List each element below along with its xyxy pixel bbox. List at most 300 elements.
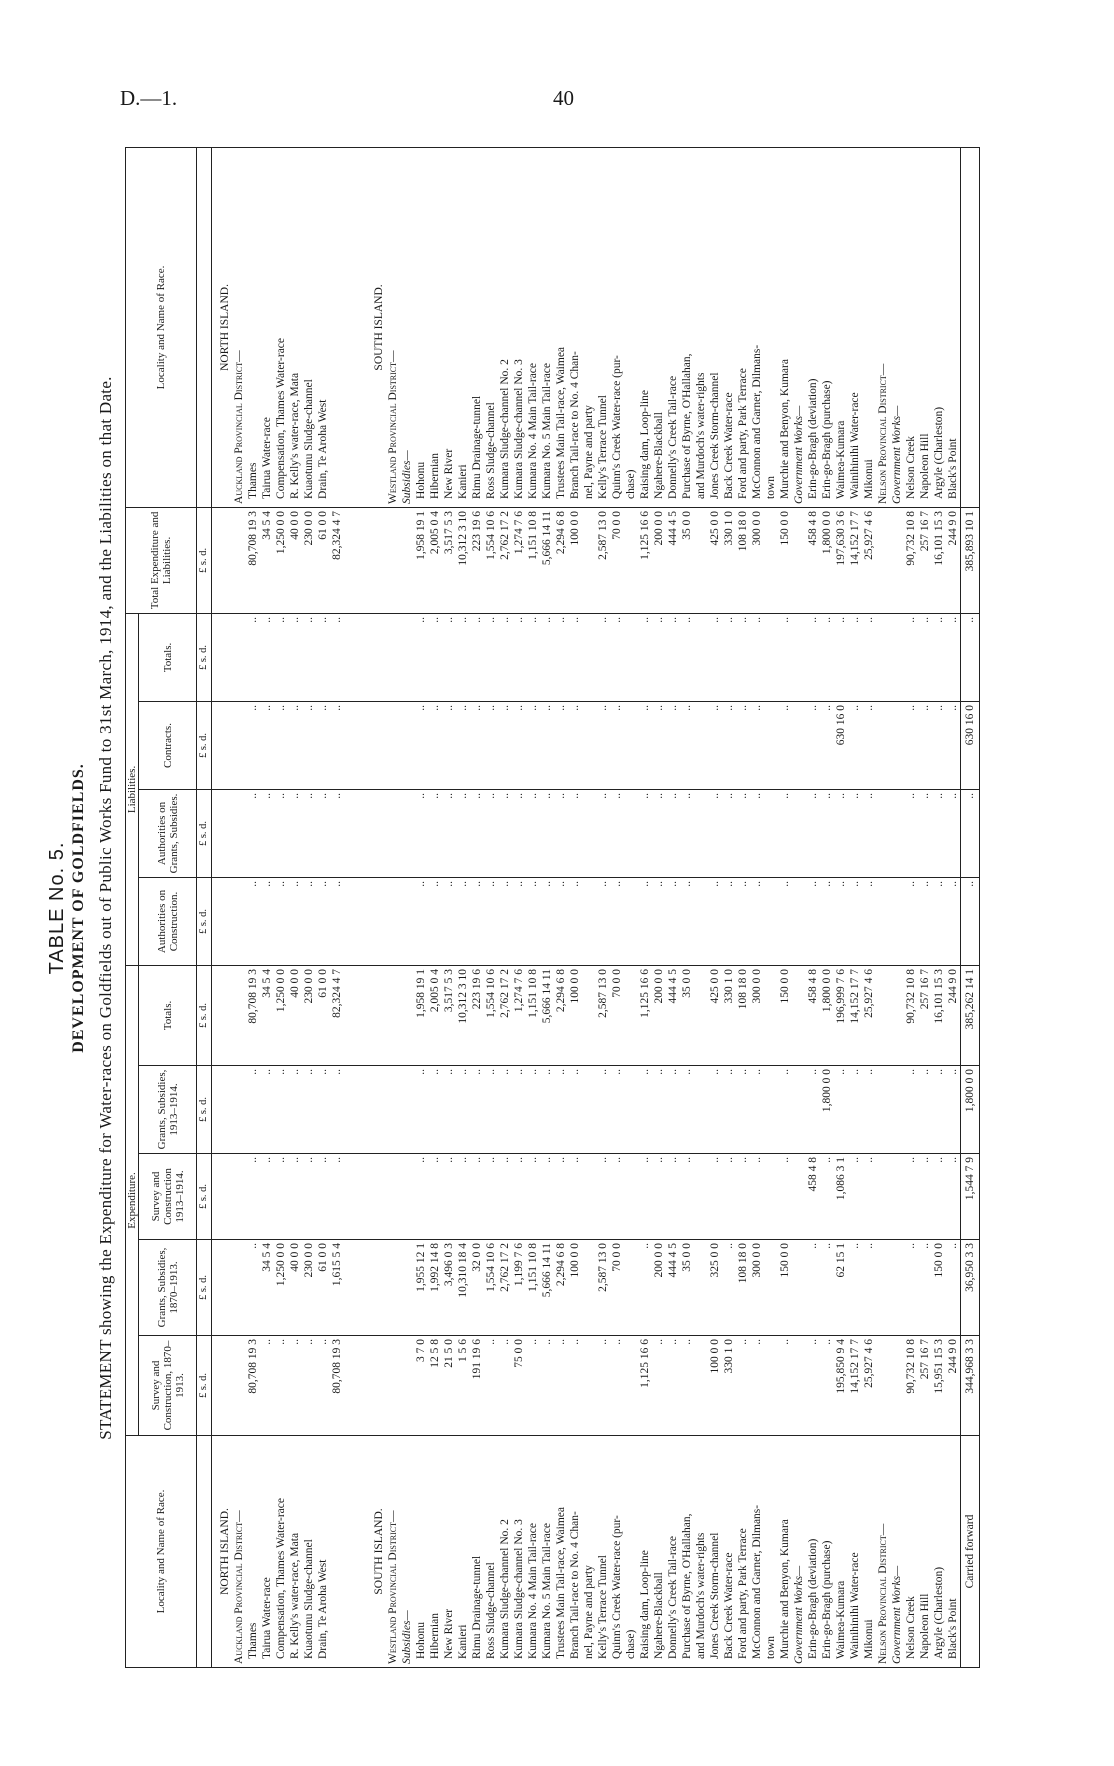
row-value-c2: ..: [904, 1240, 918, 1336]
row-value-c1: 12 5 8: [428, 1336, 442, 1436]
row-value-c1: [624, 1336, 638, 1436]
row-value-c3: [890, 1154, 904, 1240]
row-value-c1: 257 16 7: [918, 1336, 932, 1436]
row-value-c1: [764, 1336, 778, 1436]
row-value-c1: 344,968 3 3: [961, 1336, 980, 1436]
row-value-c1: [212, 1336, 233, 1436]
row-value-c3: ..: [512, 1154, 526, 1240]
row-value-c4: ..: [932, 1066, 946, 1154]
row-value-c1: [400, 1336, 414, 1436]
row-locality: Kumara Sludge-channel No. 3: [512, 1436, 526, 1668]
row-value-c7: ..: [722, 790, 736, 878]
table-row: [792, 147, 806, 1667]
row-value-c4: ..: [414, 1066, 428, 1154]
table-row: [848, 147, 862, 1667]
row-value-c7: ..: [470, 790, 484, 878]
row-value-c10: 40 0 0: [288, 507, 302, 613]
row-value-c1: 191 19 6: [470, 1336, 484, 1436]
row-value-c5: 35 0 0: [680, 966, 694, 1066]
table-row: [596, 147, 610, 1667]
row-locality-right: [961, 147, 980, 507]
header-total-exp-liab: Total Expenditure and Liabilities.: [126, 507, 197, 613]
row-locality: Waimea-Kumara: [834, 1436, 848, 1668]
row-value-c2: 200 0 0: [652, 1240, 666, 1336]
row-value-c10: 82,324 4 7: [330, 507, 344, 613]
row-value-c5: 196,999 7 6: [834, 966, 848, 1066]
row-value-c8: [694, 702, 708, 790]
row-value-c1: ..: [260, 1336, 274, 1436]
row-value-c3: ..: [470, 1154, 484, 1240]
row-value-c8: 630 16 0: [834, 702, 848, 790]
table-row: [540, 147, 554, 1667]
row-value-c10: 150 0 0: [778, 507, 792, 613]
header-auth-grants: Authorities on Grants, Subsidies.: [139, 790, 197, 878]
row-value-c8: ..: [414, 702, 428, 790]
row-locality-right: Branch Tail-race to No. 4 Chan-: [568, 147, 582, 507]
row-value-c5: 385,262 14 1: [961, 966, 980, 1066]
row-value-c2: 10,310 18 4: [456, 1240, 470, 1336]
row-value-c5: 25,927 4 6: [862, 966, 876, 1066]
row-value-c5: 2,005 0 4: [428, 966, 442, 1066]
row-value-c2: 1,615 5 4: [330, 1240, 344, 1336]
header-grants-1870: Grants, Subsidies, 1870–1913.: [139, 1240, 197, 1336]
row-value-c6: ..: [316, 878, 330, 966]
row-value-c2: 100 0 0: [568, 1240, 582, 1336]
row-value-c9: ..: [596, 613, 610, 701]
row-locality-right: Ngahere-Blackball: [652, 147, 666, 507]
row-locality-right: town: [764, 147, 778, 507]
row-value-c9: ..: [820, 613, 834, 701]
row-value-c6: ..: [820, 878, 834, 966]
row-value-c10: 2,294 6 8: [554, 507, 568, 613]
row-locality: Westland Provincial District—: [386, 1436, 400, 1668]
row-value-c8: ..: [302, 702, 316, 790]
row-value-c9: [582, 613, 596, 701]
row-value-c10: 1,274 7 6: [512, 507, 526, 613]
currency-label: £ s. d.: [197, 702, 212, 790]
row-value-c6: ..: [456, 878, 470, 966]
currency-label: £ s. d.: [197, 1066, 212, 1154]
row-value-c9: ..: [862, 613, 876, 701]
row-value-c3: ..: [260, 1154, 274, 1240]
row-value-c1: ..: [820, 1336, 834, 1436]
row-value-c4: ..: [834, 1066, 848, 1154]
row-value-c9: ..: [274, 613, 288, 701]
row-locality-right: Black's Point: [946, 147, 961, 507]
row-value-c4: ..: [568, 1066, 582, 1154]
row-value-c8: ..: [638, 702, 652, 790]
row-value-c3: ..: [540, 1154, 554, 1240]
row-value-c7: ..: [540, 790, 554, 878]
row-value-c8: ..: [288, 702, 302, 790]
row-value-c5: 458 4 8: [806, 966, 820, 1066]
row-value-c8: [792, 702, 806, 790]
table-title: DEVELOPMENT OF GOLDFIELDS.: [70, 763, 87, 1053]
row-value-c10: [212, 507, 233, 613]
row-value-c1: 244 9 0: [946, 1336, 961, 1436]
row-value-c2: 62 15 1: [834, 1240, 848, 1336]
row-locality: Kelly's Terrace Tunnel: [596, 1436, 610, 1668]
row-value-c5: [212, 966, 233, 1066]
row-value-c4: ..: [316, 1066, 330, 1154]
row-value-c4: ..: [708, 1066, 722, 1154]
row-value-c6: [890, 878, 904, 966]
row-value-c1: [366, 1336, 386, 1436]
row-value-c7: [344, 790, 366, 878]
row-value-c3: 1,086 3 1: [834, 1154, 848, 1240]
row-value-c3: [694, 1154, 708, 1240]
row-value-c2: ..: [722, 1240, 736, 1336]
row-value-c9: ..: [680, 613, 694, 701]
row-value-c6: [212, 878, 233, 966]
row-value-c6: ..: [568, 878, 582, 966]
row-value-c6: [366, 878, 386, 966]
row-value-c3: 458 4 8: [806, 1154, 820, 1240]
row-value-c10: 1,554 10 6: [484, 507, 498, 613]
row-value-c1: ..: [736, 1336, 750, 1436]
row-value-c6: ..: [554, 878, 568, 966]
row-value-c1: [386, 1336, 400, 1436]
row-value-c9: ..: [498, 613, 512, 701]
row-value-c4: ..: [512, 1066, 526, 1154]
table-row: [946, 147, 961, 1667]
row-value-c3: ..: [918, 1154, 932, 1240]
row-value-c4: ..: [666, 1066, 680, 1154]
row-value-c6: ..: [834, 878, 848, 966]
row-value-c7: ..: [568, 790, 582, 878]
row-value-c1: ..: [750, 1336, 764, 1436]
rotated-table-page: [45, 148, 1075, 1668]
row-value-c7: ..: [862, 790, 876, 878]
row-locality: Rimu Drainage-tunnel: [470, 1436, 484, 1668]
row-locality: R. Kelly's water-race, Mata: [288, 1436, 302, 1668]
row-value-c2: 5,666 14 11: [540, 1240, 554, 1336]
row-value-c4: ..: [260, 1066, 274, 1154]
row-value-c7: ..: [736, 790, 750, 878]
row-value-c3: ..: [722, 1154, 736, 1240]
row-value-c3: ..: [862, 1154, 876, 1240]
row-value-c3: ..: [848, 1154, 862, 1240]
row-value-c1: ..: [526, 1336, 540, 1436]
row-value-c4: ..: [918, 1066, 932, 1154]
row-value-c2: 108 18 0: [736, 1240, 750, 1336]
row-locality-right: Thames: [246, 147, 260, 507]
row-locality-right: Compensation, Thames Water-race: [274, 147, 288, 507]
table-row: [316, 147, 330, 1667]
row-locality: Donnelly's Creek Tail-race: [666, 1436, 680, 1668]
row-value-c3: ..: [456, 1154, 470, 1240]
row-locality-right: Jones Creek Storm-channel: [708, 147, 722, 507]
row-value-c6: [400, 878, 414, 966]
row-value-c2: 34 5 4: [260, 1240, 274, 1336]
row-value-c8: [344, 702, 366, 790]
row-value-c3: [212, 1154, 233, 1240]
row-value-c10: 330 1 0: [722, 507, 736, 613]
table-row: [274, 147, 288, 1667]
row-value-c2: 1,199 7 6: [512, 1240, 526, 1336]
row-locality: Mikonui: [862, 1436, 876, 1668]
row-value-c1: [876, 1336, 890, 1436]
row-value-c4: ..: [330, 1066, 344, 1154]
row-value-c10: 458 4 8: [806, 507, 820, 613]
row-value-c3: ..: [778, 1154, 792, 1240]
row-value-c9: ..: [260, 613, 274, 701]
row-value-c4: ..: [848, 1066, 862, 1154]
table-row: [366, 147, 386, 1667]
row-value-c4: [624, 1066, 638, 1154]
row-value-c4: 1,800 0 0: [961, 1066, 980, 1154]
row-value-c9: ..: [442, 613, 456, 701]
currency-row: [197, 147, 212, 1667]
row-value-c4: 1,800 0 0: [820, 1066, 834, 1154]
row-value-c1: 330 1 0: [722, 1336, 736, 1436]
row-value-c9: [764, 613, 778, 701]
row-value-c5: 2,762 17 2: [498, 966, 512, 1066]
row-value-c7: ..: [288, 790, 302, 878]
row-value-c5: 3,517 5 3: [442, 966, 456, 1066]
table-row: [428, 147, 442, 1667]
row-value-c10: 230 0 0: [302, 507, 316, 613]
row-value-c5: [694, 966, 708, 1066]
row-value-c3: ..: [750, 1154, 764, 1240]
row-locality: Raising dam, Loop-line: [638, 1436, 652, 1668]
row-value-c9: [212, 613, 233, 701]
row-value-c6: ..: [638, 878, 652, 966]
row-locality: Ross Sludge-channel: [484, 1436, 498, 1668]
row-value-c6: [792, 878, 806, 966]
row-value-c6: ..: [961, 878, 980, 966]
row-locality: Carried forward: [961, 1436, 980, 1668]
row-value-c5: 34 5 4: [260, 966, 274, 1066]
row-value-c2: 150 0 0: [932, 1240, 946, 1336]
row-value-c1: 195,850 9 4: [834, 1336, 848, 1436]
row-value-c5: 10,312 3 10: [456, 966, 470, 1066]
row-value-c2: 2,294 6 8: [554, 1240, 568, 1336]
row-locality-right: Tairua Water-race: [260, 147, 274, 507]
row-value-c7: [366, 790, 386, 878]
row-value-c8: [582, 702, 596, 790]
row-value-c3: ..: [652, 1154, 666, 1240]
row-value-c7: ..: [610, 790, 624, 878]
row-value-c8: ..: [540, 702, 554, 790]
row-value-c10: 1,151 10 8: [526, 507, 540, 613]
currency-label: £ s. d.: [197, 878, 212, 966]
row-value-c4: ..: [778, 1066, 792, 1154]
row-value-c4: ..: [526, 1066, 540, 1154]
row-locality-right: Kumara Sludge-channel No. 2: [498, 147, 512, 507]
row-locality-right: [330, 147, 344, 507]
row-value-c9: ..: [428, 613, 442, 701]
row-value-c6: ..: [946, 878, 961, 966]
row-locality-right: and Murdoch's water-rights: [694, 147, 708, 507]
row-value-c2: [344, 1240, 366, 1336]
row-value-c10: 300 0 0: [750, 507, 764, 613]
row-value-c9: ..: [904, 613, 918, 701]
row-value-c9: [792, 613, 806, 701]
row-value-c8: ..: [722, 702, 736, 790]
row-value-c9: [876, 613, 890, 701]
row-value-c10: 14,152 17 7: [848, 507, 862, 613]
row-value-c2: ..: [946, 1240, 961, 1336]
row-locality: SOUTH ISLAND.: [366, 1436, 386, 1668]
currency-label: £ s. d.: [197, 613, 212, 701]
row-value-c5: [582, 966, 596, 1066]
row-value-c3: ..: [330, 1154, 344, 1240]
row-value-c3: ..: [596, 1154, 610, 1240]
row-value-c4: [694, 1066, 708, 1154]
row-locality: and Murdoch's water-rights: [694, 1436, 708, 1668]
row-value-c1: ..: [316, 1336, 330, 1436]
table-row: [568, 147, 582, 1667]
row-value-c2: 2,587 13 0: [596, 1240, 610, 1336]
table-row: [212, 147, 233, 1667]
row-value-c5: 257 16 7: [918, 966, 932, 1066]
row-value-c3: ..: [568, 1154, 582, 1240]
row-value-c7: ..: [596, 790, 610, 878]
row-locality-right: Hohonu: [414, 147, 428, 507]
row-value-c10: 385,893 10 1: [961, 507, 980, 613]
row-value-c1: [344, 1336, 366, 1436]
row-value-c8: [212, 702, 233, 790]
row-value-c9: [344, 613, 366, 701]
row-value-c8: ..: [442, 702, 456, 790]
row-locality-right: New River: [442, 147, 456, 507]
row-locality: Murchie and Benyon, Kumara: [778, 1436, 792, 1668]
row-locality-right: Mikonui: [862, 147, 876, 507]
row-value-c4: ..: [680, 1066, 694, 1154]
row-value-c10: 2,005 0 4: [428, 507, 442, 613]
row-value-c1: ..: [680, 1336, 694, 1436]
row-value-c2: 2,762 17 2: [498, 1240, 512, 1336]
row-value-c9: ..: [288, 613, 302, 701]
row-value-c8: ..: [596, 702, 610, 790]
table-row: [666, 147, 680, 1667]
row-value-c7: [386, 790, 400, 878]
table-row: [694, 147, 708, 1667]
row-value-c9: ..: [470, 613, 484, 701]
row-value-c5: [890, 966, 904, 1066]
row-value-c6: [694, 878, 708, 966]
row-value-c1: 15,951 15 3: [932, 1336, 946, 1436]
row-value-c4: ..: [288, 1066, 302, 1154]
row-value-c3: ..: [820, 1154, 834, 1240]
row-value-c1: ..: [806, 1336, 820, 1436]
row-locality: Black's Point: [946, 1436, 961, 1668]
row-value-c10: 200 0 0: [652, 507, 666, 613]
row-locality-right: Nelson Provincial District—: [876, 147, 890, 507]
row-value-c9: ..: [946, 613, 961, 701]
row-value-c4: ..: [484, 1066, 498, 1154]
row-value-c10: [694, 507, 708, 613]
row-value-c3: [624, 1154, 638, 1240]
row-locality: Kumara No. 5 Main Tail-race: [540, 1436, 554, 1668]
row-value-c5: 444 4 5: [666, 966, 680, 1066]
row-value-c10: [582, 507, 596, 613]
currency-label: £ s. d.: [197, 790, 212, 878]
row-value-c5: [764, 966, 778, 1066]
table-row: [750, 147, 764, 1667]
row-value-c7: [232, 790, 246, 878]
row-value-c5: [624, 966, 638, 1066]
row-value-c7: ..: [484, 790, 498, 878]
row-value-c6: ..: [470, 878, 484, 966]
row-value-c4: ..: [904, 1066, 918, 1154]
row-value-c6: ..: [302, 878, 316, 966]
row-value-c6: [232, 878, 246, 966]
row-locality-right: Kuaotunu Sludge-channel: [302, 147, 316, 507]
row-value-c8: ..: [568, 702, 582, 790]
row-value-c2: [694, 1240, 708, 1336]
row-value-c6: ..: [666, 878, 680, 966]
row-value-c6: ..: [610, 878, 624, 966]
row-locality-right: SOUTH ISLAND.: [366, 147, 386, 507]
row-value-c4: ..: [302, 1066, 316, 1154]
page-reference: D.—1.: [120, 86, 178, 110]
row-locality-right: Kelly's Terrace Tunnel: [596, 147, 610, 507]
row-value-c5: [386, 966, 400, 1066]
table-row: [400, 147, 414, 1667]
row-value-c4: [344, 1066, 366, 1154]
row-value-c3: ..: [316, 1154, 330, 1240]
row-value-c6: ..: [596, 878, 610, 966]
row-value-c3: ..: [498, 1154, 512, 1240]
row-locality: Kumara No. 4 Main Tail-race: [526, 1436, 540, 1668]
row-value-c4: ..: [610, 1066, 624, 1154]
row-value-c3: [764, 1154, 778, 1240]
row-value-c10: [624, 507, 638, 613]
table-row: [610, 147, 624, 1667]
row-value-c8: ..: [750, 702, 764, 790]
row-value-c2: 1,992 14 8: [428, 1240, 442, 1336]
row-value-c8: ..: [778, 702, 792, 790]
row-locality-right: Quinn's Creek Water-race (pur-: [610, 147, 624, 507]
row-locality: Kuaotunu Sludge-channel: [302, 1436, 316, 1668]
row-value-c8: ..: [484, 702, 498, 790]
row-value-c6: ..: [288, 878, 302, 966]
row-value-c9: ..: [652, 613, 666, 701]
row-locality: Branch Tail-race to No. 4 Chan-: [568, 1436, 582, 1668]
row-locality-right: Wainihinihi Water-race: [848, 147, 862, 507]
currency-label: £ s. d.: [197, 507, 212, 613]
row-value-c1: ..: [540, 1336, 554, 1436]
row-value-c6: [582, 878, 596, 966]
row-value-c6: ..: [904, 878, 918, 966]
row-value-c6: ..: [918, 878, 932, 966]
row-value-c9: ..: [722, 613, 736, 701]
row-locality: nel, Payne and party: [582, 1436, 596, 1668]
row-value-c1: ..: [652, 1336, 666, 1436]
row-locality-right: Kumara Sludge-channel No. 3: [512, 147, 526, 507]
row-value-c9: ..: [246, 613, 260, 701]
row-value-c1: 1,125 16 6: [638, 1336, 652, 1436]
row-locality-right: McConnon and Garner, Dilmans-: [750, 147, 764, 507]
row-value-c7: ..: [932, 790, 946, 878]
row-value-c5: 61 0 0: [316, 966, 330, 1066]
row-locality: Napoleon Hill: [918, 1436, 932, 1668]
row-value-c6: ..: [708, 878, 722, 966]
row-value-c8: ..: [680, 702, 694, 790]
row-locality: Compensation, Thames Water-race: [274, 1436, 288, 1668]
row-value-c5: 330 1 0: [722, 966, 736, 1066]
row-value-c4: ..: [456, 1066, 470, 1154]
row-value-c4: ..: [946, 1066, 961, 1154]
table-row: [722, 147, 736, 1667]
row-value-c4: [876, 1066, 890, 1154]
row-value-c9: ..: [750, 613, 764, 701]
row-value-c5: 425 0 0: [708, 966, 722, 1066]
row-value-c2: 35 0 0: [680, 1240, 694, 1336]
row-value-c10: 1,250 0 0: [274, 507, 288, 613]
